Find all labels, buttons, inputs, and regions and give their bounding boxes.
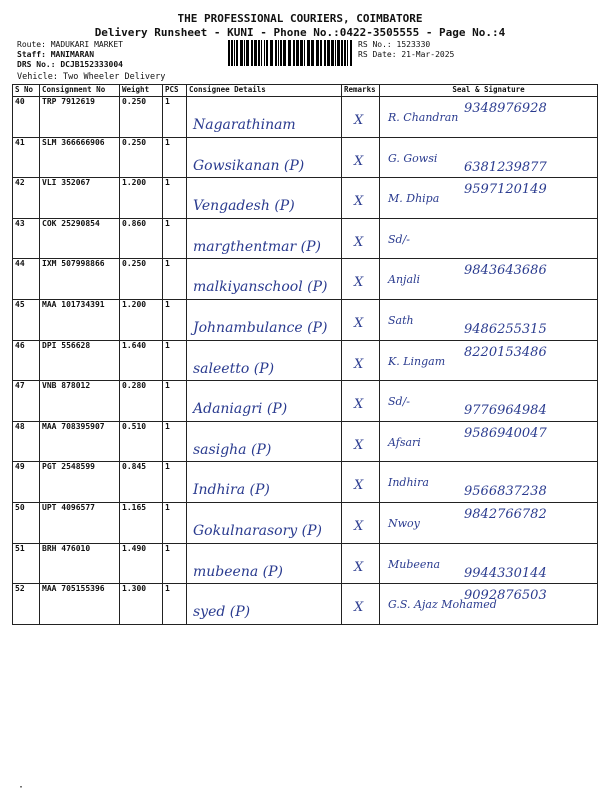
signature-cell	[380, 259, 598, 300]
barcode-bar	[331, 40, 334, 66]
signature-cell	[380, 502, 598, 543]
barcode-bar	[278, 40, 279, 66]
sno-cell-text: 45	[15, 299, 25, 309]
consignee-handwriting: margthentmar (P)	[193, 238, 321, 255]
signature-cell	[380, 381, 598, 422]
table-row	[13, 178, 598, 219]
barcode-bar	[293, 40, 295, 66]
consignment-cell-text: VLI 352067	[42, 178, 91, 188]
sno-cell-text: 40	[15, 97, 25, 106]
phone-handwriting: 9842766782	[464, 506, 547, 522]
signature-handwriting: Sd/-	[388, 395, 410, 409]
table-row	[13, 137, 598, 178]
signature-handwriting: G.S. Ajaz Mohamed	[388, 598, 497, 612]
barcode-bar	[236, 40, 238, 66]
barcode-bar	[337, 40, 340, 66]
signature-handwriting: Afsari	[388, 435, 421, 449]
remark-mark: X	[354, 437, 364, 453]
table-header-row	[13, 85, 598, 97]
left-meta	[17, 40, 123, 70]
phone-handwriting: 8220153486	[464, 344, 547, 360]
consignment-cell-text: COK 25290854	[42, 218, 100, 228]
barcode-bar	[350, 40, 352, 66]
consignment-cell	[40, 299, 120, 340]
table-row	[13, 584, 598, 625]
weight-cell	[120, 299, 163, 340]
barcode-bar	[327, 40, 330, 66]
remarks-cell	[342, 218, 380, 259]
pcs-cell	[163, 299, 187, 340]
sno-cell	[13, 543, 40, 584]
signature-cell	[380, 340, 598, 381]
weight-cell	[120, 381, 163, 422]
consignment-cell-text: MAA 708395907	[42, 421, 105, 431]
signature-cell	[380, 97, 598, 138]
sno-cell-text: 51	[15, 543, 25, 553]
table-row	[13, 543, 598, 584]
remark-mark: X	[354, 478, 364, 494]
route-text: Route: MADUKARI MARKET	[17, 40, 123, 49]
barcode-bar	[335, 40, 336, 66]
consignment-cell-text: PGT 2548599	[42, 462, 95, 472]
table-row	[13, 462, 598, 503]
remark-mark: X	[354, 153, 364, 169]
barcode-bar	[266, 40, 268, 66]
barcode-bar	[304, 40, 305, 66]
weight-cell-text: 1.165	[122, 502, 147, 512]
sno-cell-text: 52	[15, 584, 25, 594]
consignee-cell	[187, 543, 342, 584]
barcode-bar	[280, 40, 282, 66]
consignee-handwriting: malkiyanschool (P)	[193, 279, 328, 296]
weight-cell-text: 0.250	[122, 97, 147, 106]
consignee-handwriting: mubeena (P)	[193, 563, 283, 580]
phone-handwriting: 9486255315	[464, 321, 547, 337]
sno-cell-text: 47	[15, 381, 25, 391]
phone-handwriting: 9348976928	[464, 101, 547, 116]
consignment-cell	[40, 502, 120, 543]
remarks-cell	[342, 299, 380, 340]
pcs-cell	[163, 421, 187, 462]
signature-handwriting: G. Gowsi	[388, 151, 438, 165]
consignee-cell	[187, 137, 342, 178]
phone-handwriting: 9566837238	[464, 484, 547, 500]
consignee-cell	[187, 178, 342, 219]
signature-cell	[380, 299, 598, 340]
right-meta	[358, 40, 454, 60]
pcs-cell-text: 1	[165, 218, 170, 228]
signature-handwriting: K. Lingam	[388, 354, 446, 368]
barcode-bar	[228, 40, 230, 66]
sno-cell	[13, 462, 40, 503]
col-sno: S No	[13, 85, 40, 97]
weight-cell-text: 1.200	[122, 178, 147, 188]
weight-cell	[120, 421, 163, 462]
consignee-handwriting: Nagarathinam	[193, 117, 296, 133]
remark-mark: X	[354, 315, 364, 331]
remarks-cell	[342, 259, 380, 300]
pcs-cell-text: 1	[165, 462, 170, 472]
consignee-cell	[187, 259, 342, 300]
weight-cell-text: 1.640	[122, 340, 147, 350]
sno-cell-text: 46	[15, 340, 25, 350]
sno-cell	[13, 381, 40, 422]
weight-cell-text: 0.280	[122, 381, 147, 391]
consignee-handwriting: Johnambulance (P)	[193, 319, 328, 336]
vehicle-text: Vehicle: Two Wheeler Delivery	[17, 72, 166, 82]
pcs-cell	[163, 178, 187, 219]
remark-mark: X	[354, 518, 364, 534]
pcs-cell-text: 1	[165, 543, 170, 553]
rs-date-text: RS Date: 21-Mar-2025	[358, 50, 455, 59]
consignee-cell	[187, 299, 342, 340]
consignee-cell	[187, 381, 342, 422]
barcode-bar	[344, 40, 346, 66]
consignee-handwriting: Gokulnarasory (P)	[193, 522, 323, 539]
remarks-cell	[342, 381, 380, 422]
signature-handwriting: Anjali	[388, 273, 421, 287]
pcs-cell	[163, 137, 187, 178]
table-row	[13, 218, 598, 259]
consignment-cell-text: MAA 705155396	[42, 584, 105, 594]
weight-cell	[120, 178, 163, 219]
table-row	[13, 259, 598, 300]
table-row	[13, 340, 598, 381]
drs-text: DRS No.: DCJB152333004	[17, 60, 123, 69]
sno-cell	[13, 502, 40, 543]
weight-cell	[120, 462, 163, 503]
page-mark: ·	[18, 782, 25, 793]
consignment-cell	[40, 340, 120, 381]
pcs-cell-text: 1	[165, 137, 170, 147]
consignment-cell-text: SLM 366666906	[42, 137, 105, 147]
consignee-cell	[187, 218, 342, 259]
consignee-handwriting: syed (P)	[193, 604, 251, 621]
sno-cell-text: 42	[15, 178, 25, 188]
sno-cell	[13, 137, 40, 178]
pcs-cell-text: 1	[165, 421, 170, 431]
barcode-bar	[341, 40, 343, 66]
col-remarks: Remarks	[342, 85, 380, 97]
sno-cell-text: 48	[15, 421, 25, 431]
consignee-cell	[187, 97, 342, 138]
table-row	[13, 502, 598, 543]
consignment-cell	[40, 97, 120, 138]
remarks-cell	[342, 543, 380, 584]
remarks-cell	[342, 340, 380, 381]
consignee-handwriting: Vengadesh (P)	[193, 198, 295, 215]
barcode-bar	[316, 40, 319, 66]
weight-cell-text: 0.845	[122, 462, 147, 472]
pcs-cell	[163, 97, 187, 138]
consignment-cell	[40, 421, 120, 462]
remarks-cell	[342, 97, 380, 138]
consignment-cell	[40, 543, 120, 584]
signature-handwriting: Sd/-	[388, 232, 410, 246]
remark-mark: X	[354, 559, 364, 575]
sno-cell-text: 50	[15, 502, 25, 512]
consignment-cell-text: VNB 878012	[42, 381, 91, 391]
consignee-cell	[187, 421, 342, 462]
sno-cell-text: 43	[15, 218, 25, 228]
company-title: THE PROFESSIONAL COURIERS, COIMBATORE	[177, 12, 423, 25]
pcs-cell-text: 1	[165, 178, 170, 188]
remark-mark: X	[354, 275, 364, 291]
barcode-bar	[324, 40, 326, 66]
remark-mark: X	[354, 600, 364, 616]
pcs-cell	[163, 584, 187, 625]
table-row	[13, 299, 598, 340]
pcs-cell-text: 1	[165, 502, 170, 512]
consignee-cell	[187, 462, 342, 503]
sno-cell-text: 44	[15, 259, 25, 269]
barcode-bar	[296, 40, 299, 66]
consignment-cell	[40, 462, 120, 503]
consignment-cell	[40, 584, 120, 625]
pcs-cell-text: 1	[165, 299, 170, 309]
signature-cell	[380, 462, 598, 503]
staff-text: Staff: MANIMARAN	[17, 50, 95, 59]
weight-cell	[120, 502, 163, 543]
remarks-cell	[342, 502, 380, 543]
pcs-cell	[163, 462, 187, 503]
signature-handwriting: Mubeena	[388, 557, 441, 571]
barcode-bar	[307, 40, 310, 66]
consignment-cell	[40, 178, 120, 219]
consignment-cell-text: BRH 476010	[42, 543, 91, 553]
barcode-bar	[347, 40, 348, 66]
col-consignee: Consignee Details	[187, 85, 342, 97]
weight-cell-text: 0.510	[122, 421, 147, 431]
barcode-bar	[246, 40, 249, 66]
phone-handwriting: 9776964984	[464, 403, 547, 419]
consignment-cell	[40, 381, 120, 422]
consignee-cell	[187, 340, 342, 381]
sno-cell-text: 49	[15, 462, 25, 472]
remark-mark: X	[354, 397, 364, 413]
remarks-cell	[342, 137, 380, 178]
weight-cell-text: 0.860	[122, 218, 147, 228]
barcode-bar	[320, 40, 322, 66]
pcs-cell	[163, 381, 187, 422]
col-consignment: Consignment No	[40, 85, 120, 97]
phone-handwriting: 6381239877	[464, 159, 547, 175]
sno-cell	[13, 218, 40, 259]
consignee-handwriting: Indhira (P)	[193, 482, 270, 499]
barcode-bar	[234, 40, 235, 66]
weight-cell	[120, 259, 163, 300]
barcode-bar	[300, 40, 303, 66]
signature-handwriting: M. Dhipa	[388, 192, 440, 206]
consignment-cell-text: MAA 101734391	[42, 299, 105, 309]
col-signature: Seal & Signature	[380, 85, 598, 97]
weight-cell	[120, 584, 163, 625]
barcode-bar	[251, 40, 253, 66]
barcode-bar	[244, 40, 245, 66]
sno-cell	[13, 421, 40, 462]
sno-cell	[13, 584, 40, 625]
phone-handwriting: 9586940047	[464, 425, 547, 441]
sno-cell	[13, 178, 40, 219]
pcs-cell-text: 1	[165, 381, 170, 391]
remark-mark: X	[354, 194, 364, 210]
remark-mark: X	[354, 356, 364, 372]
signature-cell	[380, 137, 598, 178]
phone-handwriting: 9092876503	[464, 588, 547, 604]
pcs-cell	[163, 340, 187, 381]
consignment-cell	[40, 218, 120, 259]
signature-cell	[380, 421, 598, 462]
remark-mark: X	[354, 113, 364, 128]
pcs-cell-text: 1	[165, 259, 170, 269]
sno-cell	[13, 97, 40, 138]
remarks-cell	[342, 178, 380, 219]
table-row	[13, 97, 598, 138]
remark-mark: X	[354, 234, 364, 250]
pcs-cell	[163, 218, 187, 259]
weight-cell-text: 0.250	[122, 137, 147, 147]
consignment-cell-text: TRP 7912619	[42, 97, 95, 106]
pcs-cell-text: 1	[165, 340, 170, 350]
sno-cell	[13, 259, 40, 300]
barcode-bar	[240, 40, 243, 66]
signature-handwriting: Indhira	[388, 476, 429, 490]
signature-handwriting: Sath	[388, 313, 414, 327]
weight-cell-text: 1.300	[122, 584, 147, 594]
table-row	[13, 421, 598, 462]
phone-handwriting: 9597120149	[464, 182, 547, 198]
weight-cell-text: 1.490	[122, 543, 147, 553]
col-pcs: PCS	[163, 85, 187, 97]
phone-handwriting: 9944330144	[464, 565, 547, 581]
sno-cell-text: 41	[15, 137, 25, 147]
signature-handwriting: R. Chandran	[388, 111, 459, 124]
barcode-bar	[258, 40, 260, 66]
consignee-handwriting: Gowsikanan (P)	[193, 157, 305, 174]
barcode	[228, 40, 352, 66]
consignee-handwriting: Adaniagri (P)	[193, 401, 288, 418]
barcode-bar	[264, 40, 265, 66]
remarks-cell	[342, 584, 380, 625]
weight-cell	[120, 543, 163, 584]
barcode-bar	[283, 40, 286, 66]
consignee-cell	[187, 584, 342, 625]
consignment-cell-text: IXM 507998866	[42, 259, 105, 269]
barcode-bar	[311, 40, 314, 66]
consignment-cell	[40, 259, 120, 300]
consignee-handwriting: saleetto (P)	[193, 360, 275, 377]
weight-cell	[120, 218, 163, 259]
runsheet-title: Delivery Runsheet - KUNI - Phone No.:0422-3505555 - Page No.:4	[94, 26, 506, 39]
consignee-cell	[187, 502, 342, 543]
barcode-bar	[261, 40, 262, 66]
runsheet-table	[12, 84, 598, 625]
phone-handwriting: 9843643686	[464, 263, 547, 279]
consignee-handwriting: sasigha (P)	[193, 441, 272, 458]
consignment-cell	[40, 137, 120, 178]
weight-cell	[120, 97, 163, 138]
sno-cell	[13, 340, 40, 381]
barcode-bar	[270, 40, 273, 66]
consignment-cell-text: DPI 556628	[42, 340, 91, 350]
weight-cell	[120, 340, 163, 381]
pcs-cell	[163, 502, 187, 543]
pcs-cell-text: 1	[165, 584, 170, 594]
weight-cell	[120, 137, 163, 178]
rs-no-text: RS No.: 1523330	[358, 40, 431, 49]
table-row	[13, 381, 598, 422]
signature-handwriting: Nwoy	[388, 516, 420, 530]
barcode-bar	[254, 40, 257, 66]
signature-cell	[380, 218, 598, 259]
pcs-cell	[163, 543, 187, 584]
col-weight: Weight	[120, 85, 163, 97]
pcs-cell	[163, 259, 187, 300]
barcode-bar	[275, 40, 277, 66]
weight-cell-text: 1.200	[122, 299, 147, 309]
pcs-cell-text: 1	[165, 97, 170, 106]
barcode-bar	[288, 40, 291, 66]
signature-cell	[380, 543, 598, 584]
sno-cell	[13, 299, 40, 340]
remarks-cell	[342, 462, 380, 503]
signature-cell	[380, 178, 598, 219]
barcode-bar	[231, 40, 233, 66]
weight-cell-text: 0.250	[122, 259, 147, 269]
consignment-cell-text: UPT 4096577	[42, 502, 95, 512]
remarks-cell	[342, 421, 380, 462]
signature-cell	[380, 584, 598, 625]
